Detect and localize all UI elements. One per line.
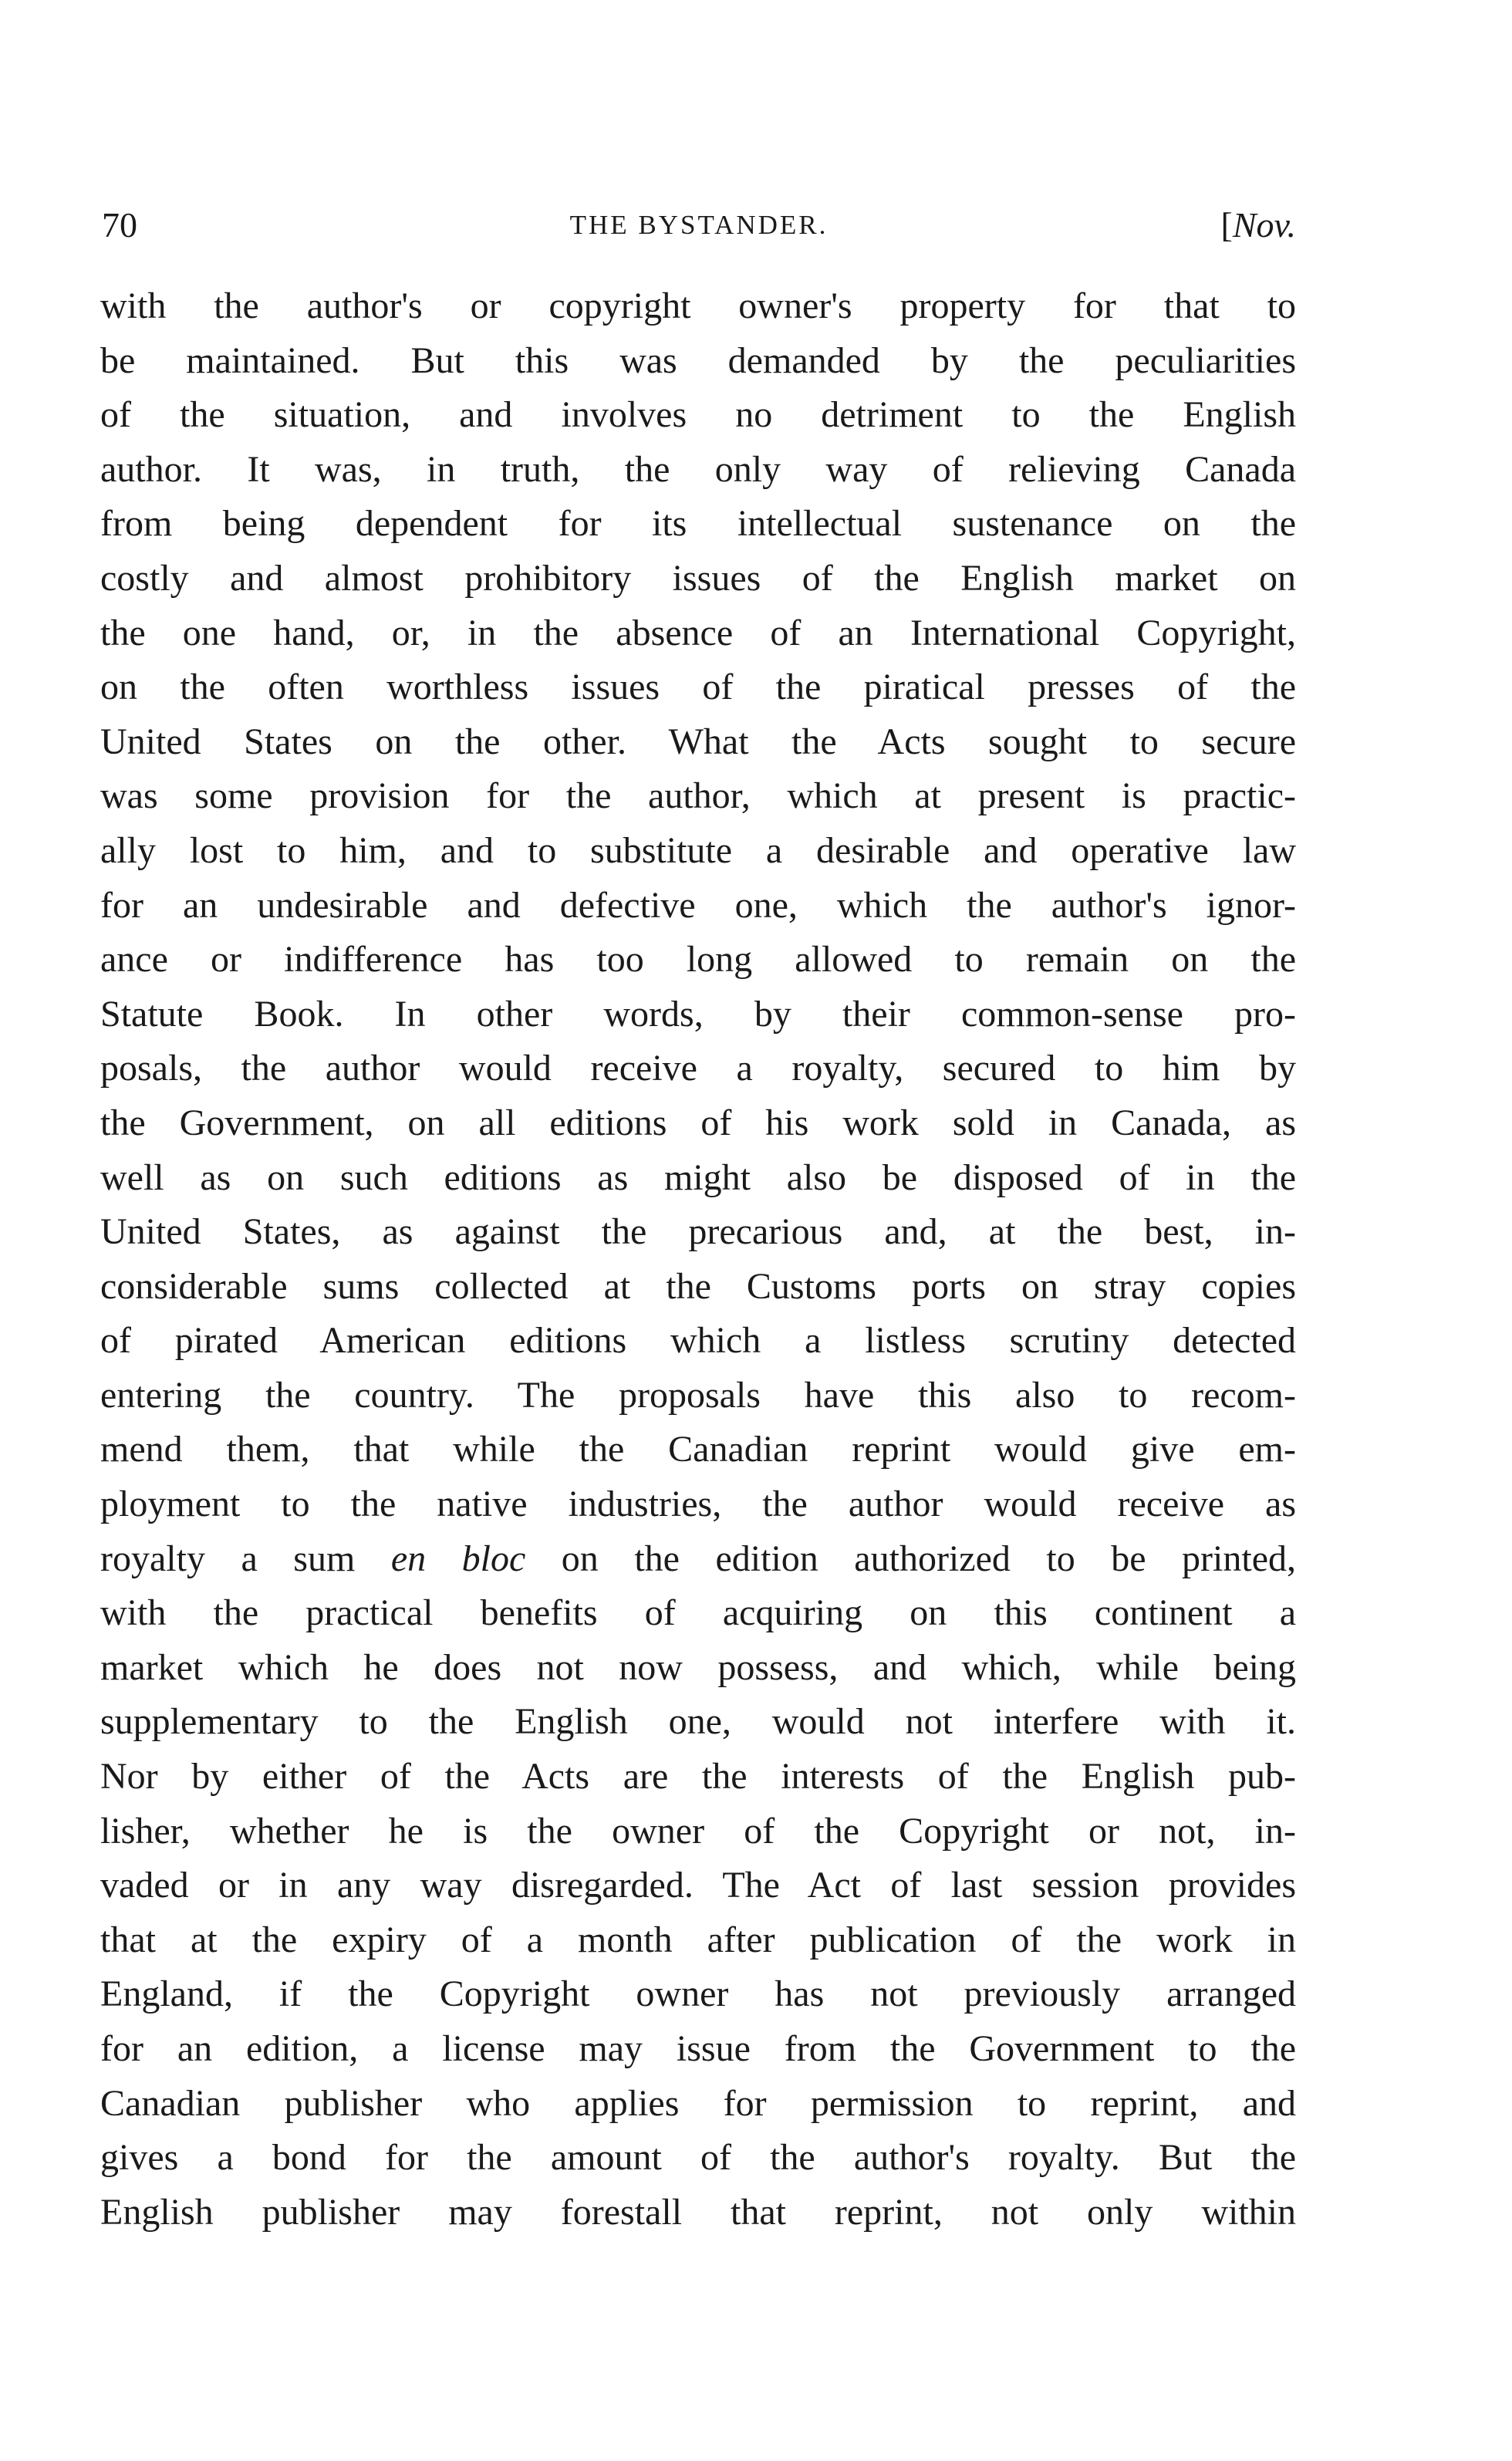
text-line: be maintained. But this was demanded by the peculiarities: [100, 339, 1296, 381]
text-line: ployment to the native industries, the author would receive as: [100, 1484, 1296, 1525]
text-line: United States, as against the precarious and, at the best, in-: [100, 1211, 1296, 1253]
page-number: 70: [102, 205, 137, 245]
text-line: costly and almost prohibitory issues of the English market on: [100, 557, 1296, 599]
month-abbrev: Nov.: [1232, 205, 1296, 245]
text-line: market which he does not now possess, and which, while being: [100, 1646, 1296, 1688]
body-text: [100, 279, 1296, 2240]
text-line: from being dependent for its intellectual sustenance on the: [100, 503, 1296, 545]
text-line: considerable sums collected at the Customs ports on stray copies: [100, 1265, 1296, 1307]
text-run: on the edition authorized to be printed,: [525, 1538, 1297, 1579]
text-line: of pirated American editions which a listless scrutiny detected: [100, 1320, 1296, 1362]
running-month: [1220, 202, 1296, 248]
text-line: for an edition, a license may issue from the Government to the: [100, 2028, 1296, 2069]
text-line: entering the country. The proposals have this also to recom-: [100, 1374, 1296, 1416]
text-line: England, if the Copyright owner has not previously arranged: [100, 1973, 1296, 2015]
month-bracket: [: [1220, 205, 1233, 245]
text-line-en-bloc: [100, 1532, 1296, 1587]
text-line: for an undesirable and defective one, which the author's ignor-: [100, 884, 1296, 926]
text-line: the one hand, or, in the absence of an International Copyright,: [100, 612, 1296, 653]
text-line: gives a bond for the amount of the author's royalty. But the: [100, 2137, 1296, 2179]
running-title: THE BYSTANDER.: [569, 210, 829, 240]
text-run: royalty a sum: [100, 1538, 391, 1579]
text-line: English publisher may forestall that reprint, not only within: [100, 2191, 1296, 2233]
italic-phrase: en bloc: [390, 1538, 526, 1579]
text-line: United States on the other. What the Acts sought to secure: [100, 721, 1296, 762]
text-line: ance or indifference has too long allowed to remain on the: [100, 939, 1296, 981]
text-line: on the often worthless issues of the piratical presses of the: [100, 667, 1296, 708]
text-line: the Government, on all editions of his work sold in Canada, as: [100, 1102, 1296, 1143]
text-line: vaded or in any way disregarded. The Act of last session provides: [100, 1865, 1296, 1906]
text-line: lisher, whether he is the owner of the Copyright or not, in-: [100, 1810, 1296, 1852]
text-line: Canadian publisher who applies for permission to reprint, and: [100, 2082, 1296, 2124]
text-line: author. It was, in truth, the only way of relieving Canada: [100, 448, 1296, 490]
text-line: that at the expiry of a month after publication of the work in: [100, 1919, 1296, 1960]
text-line: with the practical benefits of acquiring on this continent a: [100, 1592, 1296, 1634]
text-line: Statute Book. In other words, by their common-sense pro-: [100, 993, 1296, 1035]
text-line: mend them, that while the Canadian reprint would give em-: [100, 1429, 1296, 1470]
text-line: posals, the author would receive a royalty, secured to him by: [100, 1048, 1296, 1089]
text-line: was some provision for the author, which at present is practic-: [100, 775, 1296, 817]
running-head: [102, 202, 1296, 248]
text-line: ally lost to him, and to substitute a desirable and operative law: [100, 829, 1296, 871]
text-line: of the situation, and involves no detriment to the English: [100, 394, 1296, 436]
text-line: supplementary to the English one, would not interfere with it.: [100, 1701, 1296, 1743]
text-line: Nor by either of the Acts are the interests of the English pub-: [100, 1756, 1296, 1798]
text-line: with the author's or copyright owner's property for that to: [100, 285, 1296, 326]
text-line: well as on such editions as might also be disposed of in the: [100, 1156, 1296, 1198]
